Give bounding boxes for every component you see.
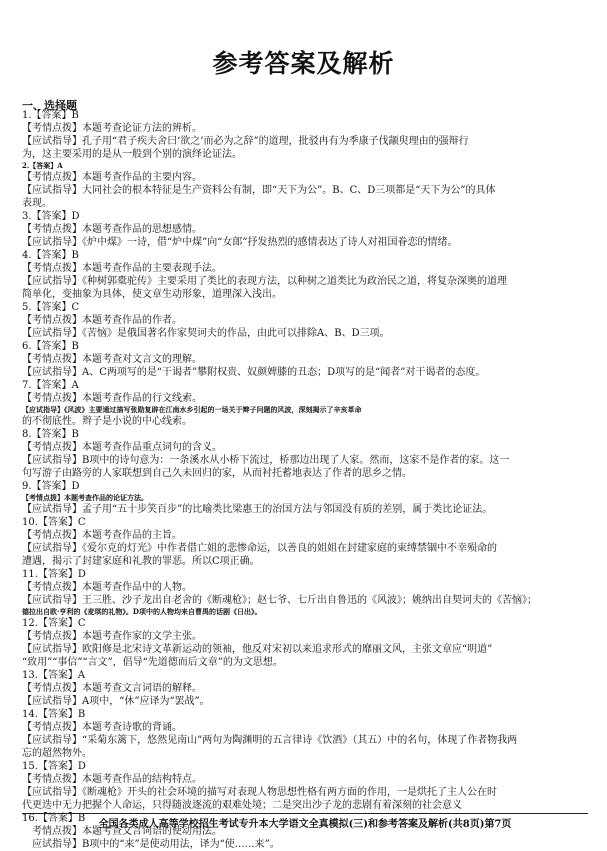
explanation-line: 简单化，变抽象为具体，使文章生动形象，道理深入浅出。	[22, 289, 282, 300]
answer-key-line: 15.【答案】D	[22, 761, 86, 772]
explanation-line: 【应试指导】大同社会的根本特征是生产资料公有制，即“天下为公”。B、C、D三项都是“天下为公”的具体	[22, 185, 496, 196]
explanation-line: 【考情点拨】本题考查作品的结构特点。	[22, 774, 202, 785]
answer-item	[22, 617, 582, 669]
answer-item	[22, 161, 582, 210]
answer-key-line: 16.【答案】B	[22, 813, 86, 824]
explanation-line: 【应试指导】欧阳修是北宋诗文革新运动的领袖，他反对宋初以来追求形式的靡丽文风，主张文章应“明道”	[22, 644, 493, 655]
explanation-line: 【考情点拨】本题考查作家的文学主张。	[22, 631, 202, 642]
answer-key-line: 2.【答案】A	[22, 161, 63, 170]
answer-item	[22, 340, 582, 379]
explanation-line: 应试指导】B项中的“来”是使动用法，译为“使……来”。	[32, 839, 280, 850]
explanation-line: 为，这主要采用的是从一般到个别的演绎论证法。	[22, 149, 242, 160]
explanation-line: 【应试指导】《风波》主要通过描写张勋复辟在江南水乡引起的一场关于辫子问题的风波，深刻揭示了辛亥革命	[22, 405, 362, 414]
explanation-line: 表现。	[22, 198, 52, 209]
answer-item	[22, 109, 582, 161]
explanation-line: 【应试指导】《断魂枪》开头的社会环境的描写对表现人物思想性格有两方面的作用，一是烘托了主人公在时	[22, 787, 497, 798]
answer-item	[22, 428, 582, 480]
explanation-line: 德拉出自欧·亨利的《麦琪的礼物》。D项中的人物均来自曹禺的话剧《日出》。	[22, 607, 262, 616]
answer-key-line: 5.【答案】C	[22, 302, 80, 313]
answer-item	[22, 301, 582, 340]
explanation-line: 【考情点拨】本题考查作品的论证方法。	[22, 493, 148, 502]
answer-item	[22, 480, 582, 516]
answer-key-line: 7.【答案】A	[22, 380, 79, 391]
explanation-line: 【考情点拨】本题考查作品的主要内容。	[22, 172, 202, 183]
explanation-line: 【考情点拨】本题考查作品的主要表现手法。	[22, 263, 222, 274]
explanation-line: 【应试指导】王三胜、沙子龙出自老舍的《断魂枪》；赵七爷、七斤出自鲁迅的《风波》；姚纳出自契诃夫的《苦恼》；	[22, 595, 537, 606]
explanation-line: 【考情点拨】本题考查诗歌的背诵。	[22, 722, 182, 733]
explanation-line: 【应试指导】A项中，“休”应译为“罢战”。	[22, 696, 210, 707]
answer-item	[22, 516, 582, 568]
explanation-line: 【应试指导】《苦恼》是俄国著名作家契诃夫的作品，由此可以排除A、B、D三项。	[22, 328, 390, 339]
answer-item	[22, 379, 582, 428]
answer-key-line: 8.【答案】B	[22, 429, 79, 440]
explanation-line: 遭遇，揭示了封建家庭和礼教的罪恶。所以C项正确。	[22, 556, 260, 567]
explanation-line: 句写游子由路旁的人家联想到自己久未回归的家，从而衬托蓄地表达了作者的思乡之情。	[22, 468, 412, 479]
answer-item	[22, 760, 582, 812]
explanation-line: 【考情点拨】本题考查论证方法的辨析。	[22, 123, 202, 134]
answer-key-line: 1.【答案】B	[22, 110, 79, 121]
footer-divider	[22, 813, 588, 814]
explanation-line: 【考情点拨】本题考查作品中的人物。	[22, 582, 192, 593]
explanation-line: 【应试指导】《爱尔克的灯光》中作者借亡姐的悲惨命运，以善良的姐姐在封建家庭的束缚禁锢中不幸殒命的	[22, 543, 497, 554]
answer-item	[22, 708, 582, 760]
page-footer: 全国各类成人高等学校招生考试专升本大学语文全真模拟(三)和参考答案及解析(共8页)第7页	[98, 819, 512, 830]
explanation-line: 【应试指导】A、C两项写的是“干谒者”攀附权贵、奴颜婢膝的丑态；D项写的是“闻者”对干谒者的态度。	[22, 367, 486, 378]
answer-key-line: 6.【答案】B	[22, 341, 79, 352]
answer-item	[22, 568, 582, 617]
explanation-line: 代更迭中无力把握个人命运，只得随波逐流的艰难处境；二是突出沙子龙的悲剧有着深刻的社会意义	[22, 800, 462, 811]
explanation-line: 【考情点拨】本题考查作品的主旨。	[22, 530, 182, 541]
explanation-line: 考情点拨】本题考查文言词语的使动用法。	[32, 826, 222, 837]
explanation-line: 【考情点拨】本题考查作品的思想感情。	[22, 224, 202, 235]
explanation-line: 【考情点拨】本题考查对文言文的理解。	[22, 354, 202, 365]
section-heading: 一、选择题	[22, 99, 77, 112]
explanation-line: 【考情点拨】本题考查作品重点词句的含义。	[22, 442, 222, 453]
explanation-line: 【应试指导】《种树郭橐驼传》主要采用了类比的表现方法，以种树之道类比为政治民之道，将复杂深奥的道理	[22, 276, 507, 287]
explanation-line: 忘的超然物外。	[22, 748, 92, 759]
answer-key-line: 3.【答案】D	[22, 211, 80, 222]
answer-key-line: 10.【答案】C	[22, 517, 86, 528]
explanation-line: 【考情点拨】本题考查文言词语的解释。	[22, 683, 202, 694]
answer-list	[22, 109, 582, 851]
answer-key-line: 14.【答案】B	[22, 709, 86, 720]
explanation-line: 【应试指导】“采菊东篱下，悠然见南山”两句为陶渊明的五言律诗《饮酒》（其五）中的名句，体现了作者物我两	[22, 735, 518, 746]
answer-key-line: 11.【答案】D	[22, 569, 86, 580]
explanation-line: 【应试指导】孟子用“五十步笑百步”的比喻类比梁惠王的治国方法与邻国没有质的差别，属于类比论证法。	[22, 504, 493, 515]
answer-item	[22, 249, 582, 301]
answer-key-line: 4.【答案】B	[22, 250, 79, 261]
answer-key-line: 13.【答案】A	[22, 670, 86, 681]
explanation-line: “致用”“事信”“言文”，倡导“先道德而后文章”的为文思想。	[22, 657, 283, 668]
explanation-line: 【考情点拨】本题考查作品的行文线索。	[22, 393, 202, 404]
explanation-line: 【应试指导】《炉中煤》一诗，借“炉中煤”向“女郎”抒发热烈的感情表达了诗人对祖国眷恋的情绪。	[22, 237, 458, 248]
explanation-line: 【应试指导】孔子用“君子疾夫舍曰‘欲之’而必为之辞”的道理，批驳冉有为季康子伐颛臾理由的强辩行	[22, 136, 469, 147]
page-title: 参考答案及解析	[212, 49, 395, 78]
explanation-line: 【应试指导】B项中的诗句意为：一条溪水从小桥下流过，桥那边出现了人家。然而，这家不是作者的家。这一	[22, 455, 510, 466]
answer-key-line: 9.【答案】D	[22, 481, 80, 492]
answer-item	[22, 210, 582, 249]
explanation-line: 【考情点拨】本题考查作品的作者。	[22, 315, 182, 326]
explanation-line: 的不彻底性。辫子是小说的中心线索。	[22, 416, 192, 427]
answer-item	[22, 669, 582, 708]
answer-key-line: 12.【答案】C	[22, 618, 86, 629]
